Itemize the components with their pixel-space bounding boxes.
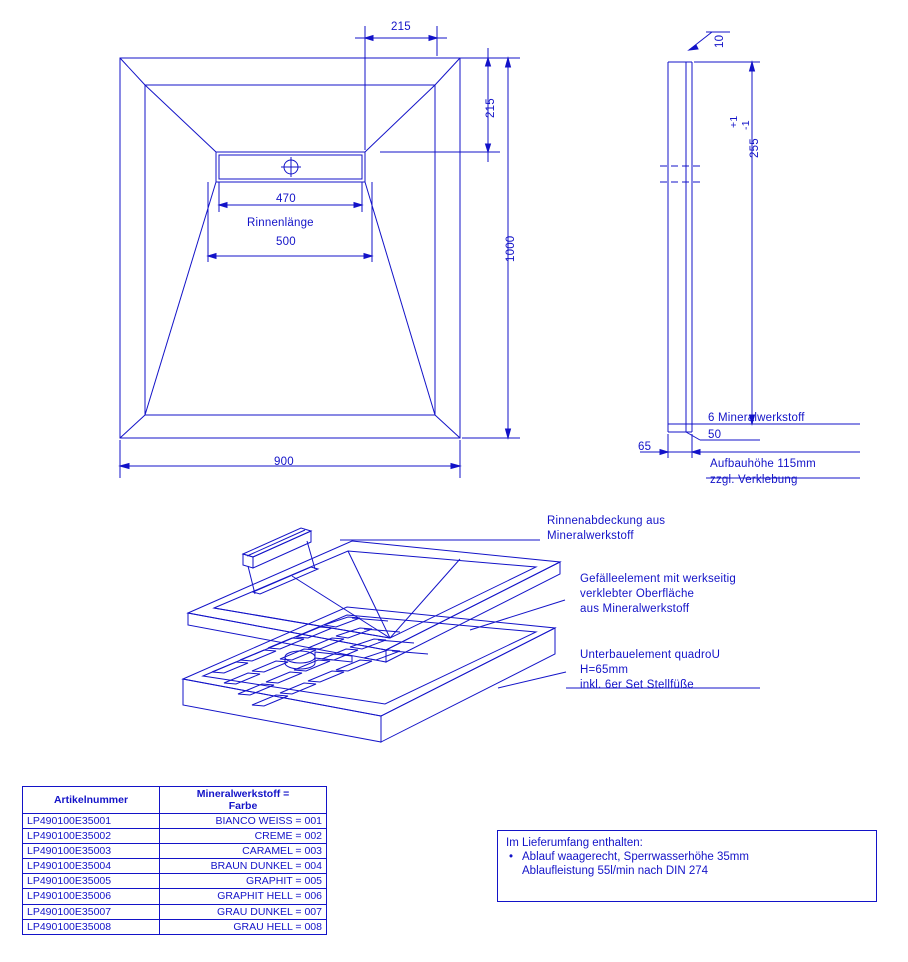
callout-rinnenabdeckung-line1: Rinnenabdeckung aus: [547, 515, 666, 527]
plan-view-group: [120, 26, 520, 478]
plan-slope-right-top: [365, 85, 435, 152]
table-row: [23, 814, 327, 829]
dim-1000-arrow-top: [506, 58, 511, 67]
drain-body-bottom: [285, 663, 315, 669]
support-element-right-face: [381, 628, 555, 742]
callout-3-leader: [498, 672, 566, 688]
cell-article-number: LP490100E35005: [23, 874, 160, 889]
plan-inner-outline: [145, 85, 435, 415]
table-header-row: [23, 787, 327, 814]
plan-fold-tl: [120, 58, 145, 85]
label-rinnenlaenge: Rinnenlänge: [247, 217, 314, 229]
dim-215-top-arrow-right: [429, 36, 437, 41]
callout-gefaelleelement-line3: aus Mineralwerkstoff: [580, 603, 690, 615]
table-header-article: Artikelnummer: [23, 787, 160, 814]
dim-label-215-top: 215: [391, 21, 411, 33]
dim-500-arrow-right: [364, 254, 372, 259]
cell-color: GRAPHIT HELL = 006: [160, 889, 327, 904]
dim-label-900: 900: [274, 456, 294, 468]
dim-900-arrow-right: [451, 464, 460, 469]
cell-article-number: LP490100E35006: [23, 889, 160, 904]
article-number-table: [22, 786, 327, 935]
channel-cover-edge-line: [247, 530, 305, 556]
dim-label-215-vertical: 215: [485, 98, 497, 118]
dim-label-1000: 1000: [505, 235, 517, 262]
callout-gefaelleelement-line1: Gefälleelement mit werkseitig: [580, 573, 736, 585]
table-row: [23, 874, 327, 889]
list-item: [509, 851, 868, 879]
plan-slope-left-bottom: [145, 182, 216, 415]
table-row: [23, 904, 327, 919]
dim-label-10: 10: [714, 34, 726, 48]
slope-line-4: [390, 559, 460, 638]
dim-500-arrow-left: [208, 254, 216, 259]
cell-article-number: LP490100E35001: [23, 814, 160, 829]
cell-article-number: LP490100E35003: [23, 844, 160, 859]
cell-color: CREME = 002: [160, 829, 327, 844]
dim-255-arrow-top: [750, 62, 755, 71]
plan-fold-bl: [120, 415, 145, 438]
table-row: [23, 829, 327, 844]
dim-65-arrow-left: [660, 450, 668, 455]
channel-cover-left-end: [243, 554, 253, 568]
table-row: [23, 889, 327, 904]
dim-label-6-mineralwerkstoff: 6 Mineralwerkstoff: [708, 412, 805, 424]
plan-slope-left-top: [145, 85, 216, 152]
plan-slope-right-bottom: [365, 182, 435, 415]
cell-article-number: LP490100E35007: [23, 904, 160, 919]
scope-note-title: Im Lieferumfang enthalten:: [506, 837, 643, 849]
exploded-view-group: [183, 528, 760, 742]
dim-10-arrow: [689, 45, 698, 50]
cell-color: BRAUN DUNKEL = 004: [160, 859, 327, 874]
plan-fold-br: [435, 415, 460, 438]
dim-label-255: 255: [749, 138, 761, 158]
channel-cover-guide-left: [248, 566, 255, 594]
note-aufbauhoehe-line1: Aufbauhöhe 115mm: [710, 458, 816, 470]
slope-element-right-face: [386, 562, 560, 662]
callout-gefaelleelement-line2: verklebter Oberfläche: [580, 588, 695, 600]
cell-article-number: LP490100E35002: [23, 829, 160, 844]
table-header-color: [160, 787, 327, 814]
cell-color: GRAU HELL = 008: [160, 919, 327, 934]
callout-unterbauelement-line1: Unterbauelement quadroU: [580, 649, 721, 661]
callout-unterbauelement-line2: H=65mm: [580, 664, 629, 676]
scope-note-list: [506, 851, 868, 879]
table-row: [23, 919, 327, 934]
plan-fold-tr: [435, 58, 460, 85]
dim-215-v-arrow-top: [486, 58, 491, 66]
cell-color: GRAPHIT = 005: [160, 874, 327, 889]
dim-label-tolerance-minus: -1: [740, 120, 752, 130]
scope-of-delivery-box: [497, 830, 877, 902]
table-row: [23, 844, 327, 859]
support-pocket-grid: [212, 617, 428, 706]
table-header-color-line1: Mineralwerkstoff =: [196, 788, 290, 800]
cell-color: BIANCO WEISS = 001: [160, 814, 327, 829]
dim-label-470: 470: [276, 193, 296, 205]
cell-color: CARAMEL = 003: [160, 844, 327, 859]
cell-article-number: LP490100E35008: [23, 919, 160, 934]
scope-note-item-line2: Ablaufleistung 55l/min nach DIN 274: [522, 864, 709, 877]
table-row: [23, 859, 327, 874]
dim-470-arrow-left: [219, 203, 227, 208]
dim-65-arrow-right: [692, 450, 700, 455]
support-element-top-face: [183, 607, 555, 716]
cell-article-number: LP490100E35004: [23, 859, 160, 874]
dim-900-arrow-left: [120, 464, 129, 469]
dim-1000-arrow-bottom: [506, 429, 511, 438]
dim-215-top-arrow-left: [365, 36, 373, 41]
dim-label-50: 50: [708, 429, 722, 441]
cell-color: GRAU DUNKEL = 007: [160, 904, 327, 919]
callout-2-leader: [470, 600, 565, 630]
table-header-color-line2: Farbe: [228, 800, 258, 813]
callout-unterbauelement-line3: inkl. 6er Set Stellfüße: [580, 679, 694, 691]
dim-470-arrow-right: [354, 203, 362, 208]
bullet-icon: •: [509, 851, 514, 863]
callout-rinnenabdeckung-line2: Mineralwerkstoff: [547, 530, 634, 542]
dim-50-leader: [686, 432, 700, 440]
scope-note-item-line1: Ablauf waagerecht, Sperrwasserhöhe 35mm: [522, 851, 749, 863]
dim-label-tolerance-plus: +1: [728, 115, 740, 128]
dim-label-500: 500: [276, 236, 296, 248]
note-aufbauhoehe-line2: zzgl. Verklebung: [710, 474, 798, 486]
dim-215-v-arrow-bottom: [486, 144, 491, 152]
article-table-body: [23, 814, 327, 935]
channel-cover-guide-right: [307, 541, 315, 569]
dim-label-65: 65: [638, 441, 652, 453]
